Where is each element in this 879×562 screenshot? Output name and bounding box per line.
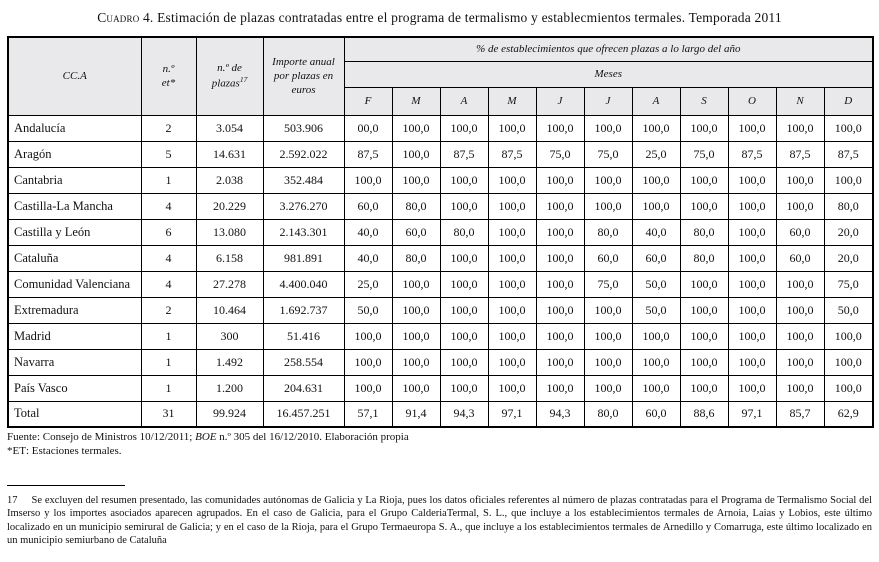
- row-value-cell: 87,5: [824, 141, 873, 167]
- row-value-cell: 80,0: [440, 219, 488, 245]
- row-value-cell: 75,0: [584, 271, 632, 297]
- row-value-cell: 100,0: [344, 375, 392, 401]
- row-value-cell: 100,0: [536, 349, 584, 375]
- row-value-cell: 100,0: [776, 323, 824, 349]
- row-value-cell: 100,0: [728, 219, 776, 245]
- row-value-cell: 100,0: [824, 115, 873, 141]
- row-value-cell: 100,0: [680, 167, 728, 193]
- table-body: [8, 115, 873, 427]
- col-header-n-plazas-line1: n.º de: [217, 62, 242, 75]
- footnote-separator-rule: [7, 485, 125, 486]
- row-value-cell: 100,0: [584, 349, 632, 375]
- row-value-cell: 100,0: [680, 115, 728, 141]
- col-header-n-et-line2: et*: [161, 77, 176, 90]
- row-value-cell: 100,0: [728, 349, 776, 375]
- col-header-n-plazas-line2: plazas: [211, 78, 240, 91]
- row-value-cell: 75,0: [536, 141, 584, 167]
- row-value-cell: 60,0: [776, 219, 824, 245]
- row-value-cell: 51.416: [263, 323, 344, 349]
- data-table: [7, 36, 874, 428]
- col-header-n-plazas: [196, 37, 263, 115]
- col-header-n-et-line1: n.º: [162, 62, 175, 75]
- row-value-cell: 100,0: [728, 245, 776, 271]
- row-value-cell: 80,0: [680, 219, 728, 245]
- row-value-cell: 100,0: [392, 271, 440, 297]
- row-value-cell: 100,0: [776, 193, 824, 219]
- row-value-cell: 80,0: [824, 193, 873, 219]
- col-header-month: A: [440, 87, 488, 115]
- row-value-cell: 100,0: [680, 349, 728, 375]
- row-value-cell: 100,0: [824, 323, 873, 349]
- row-value-cell: 100,0: [440, 323, 488, 349]
- row-value-cell: 100,0: [392, 141, 440, 167]
- row-cca-cell: Cantabria: [8, 167, 141, 193]
- source-block: [7, 431, 872, 459]
- page-title: [7, 10, 872, 26]
- row-value-cell: 100,0: [488, 115, 536, 141]
- row-value-cell: 80,0: [392, 193, 440, 219]
- row-value-cell: 60,0: [344, 193, 392, 219]
- row-value-cell: 100,0: [440, 297, 488, 323]
- row-value-cell: 50,0: [824, 297, 873, 323]
- table-row: [8, 245, 873, 271]
- table-row: [8, 141, 873, 167]
- table-row-total: [8, 401, 873, 427]
- table-row: [8, 297, 873, 323]
- row-value-cell: 100,0: [680, 271, 728, 297]
- row-value-cell: 100,0: [488, 167, 536, 193]
- row-value-cell: 100,0: [344, 167, 392, 193]
- col-header-month: D: [824, 87, 873, 115]
- row-value-cell: 100,0: [488, 245, 536, 271]
- row-value-cell: 20,0: [824, 245, 873, 271]
- row-value-cell: 100,0: [392, 297, 440, 323]
- et-footnote-star: *: [7, 444, 13, 457]
- row-value-cell: 100,0: [536, 271, 584, 297]
- row-value-cell: 1: [141, 349, 196, 375]
- row-value-cell: 1.200: [196, 375, 263, 401]
- col-header-month: A: [632, 87, 680, 115]
- row-value-cell: 88,6: [680, 401, 728, 427]
- row-value-cell: 25,0: [632, 141, 680, 167]
- row-cca-cell: Cataluña: [8, 245, 141, 271]
- row-value-cell: 100,0: [536, 297, 584, 323]
- row-value-cell: 14.631: [196, 141, 263, 167]
- row-value-cell: 100,0: [584, 167, 632, 193]
- row-value-cell: 13.080: [196, 219, 263, 245]
- row-value-cell: 1: [141, 375, 196, 401]
- table-caption-text: Estimación de plazas contratadas entre el programa de termalismo y establecmientos termales. Temporada 2011: [153, 10, 782, 25]
- row-value-cell: 60,0: [584, 245, 632, 271]
- row-value-cell: 60,0: [392, 219, 440, 245]
- row-value-cell: 100,0: [680, 323, 728, 349]
- row-value-cell: 75,0: [824, 271, 873, 297]
- row-value-cell: 60,0: [632, 401, 680, 427]
- table-row: [8, 271, 873, 297]
- row-value-cell: 27.278: [196, 271, 263, 297]
- row-value-cell: 100,0: [584, 375, 632, 401]
- row-value-cell: 62,9: [824, 401, 873, 427]
- row-value-cell: 100,0: [344, 349, 392, 375]
- row-value-cell: 100,0: [440, 349, 488, 375]
- col-header-pct: % de establecimientos que ofrecen plazas a lo largo del año: [344, 37, 873, 61]
- row-value-cell: 97,1: [728, 401, 776, 427]
- row-value-cell: 100,0: [440, 167, 488, 193]
- row-value-cell: 981.891: [263, 245, 344, 271]
- row-value-cell: 4: [141, 271, 196, 297]
- row-value-cell: 80,0: [584, 219, 632, 245]
- row-cca-cell: Madrid: [8, 323, 141, 349]
- col-header-cca: CC.A: [8, 37, 141, 115]
- row-value-cell: 100,0: [824, 167, 873, 193]
- row-value-cell: 40,0: [344, 219, 392, 245]
- row-value-cell: 100,0: [488, 297, 536, 323]
- table-row: [8, 323, 873, 349]
- col-header-n-et: [141, 37, 196, 115]
- source-note-pre: Fuente: Consejo de Ministros 10/12/2011;: [7, 431, 196, 443]
- row-value-cell: 100,0: [536, 323, 584, 349]
- footnote-17-text: [7, 494, 872, 548]
- row-value-cell: 503.906: [263, 115, 344, 141]
- row-cca-cell: Extremadura: [8, 297, 141, 323]
- col-header-month: F: [344, 87, 392, 115]
- row-value-cell: 100,0: [440, 375, 488, 401]
- row-value-cell: 91,4: [392, 401, 440, 427]
- row-value-cell: 75,0: [584, 141, 632, 167]
- row-value-cell: 100,0: [776, 167, 824, 193]
- row-value-cell: 57,1: [344, 401, 392, 427]
- row-value-cell: 40,0: [632, 219, 680, 245]
- row-value-cell: 94,3: [440, 401, 488, 427]
- row-value-cell: 1: [141, 323, 196, 349]
- row-value-cell: 100,0: [536, 219, 584, 245]
- row-value-cell: 31: [141, 401, 196, 427]
- row-value-cell: 100,0: [728, 167, 776, 193]
- row-value-cell: 2: [141, 297, 196, 323]
- row-value-cell: 100,0: [440, 271, 488, 297]
- table-row: [8, 193, 873, 219]
- footnote-number: 17: [7, 494, 18, 506]
- row-value-cell: 100,0: [584, 323, 632, 349]
- row-value-cell: 75,0: [680, 141, 728, 167]
- row-value-cell: 100,0: [728, 323, 776, 349]
- row-value-cell: 94,3: [536, 401, 584, 427]
- row-value-cell: 100,0: [488, 323, 536, 349]
- row-value-cell: 100,0: [344, 323, 392, 349]
- row-value-cell: 2.143.301: [263, 219, 344, 245]
- row-value-cell: 50,0: [632, 271, 680, 297]
- row-value-cell: 100,0: [776, 297, 824, 323]
- col-header-month: J: [584, 87, 632, 115]
- row-value-cell: 80,0: [680, 245, 728, 271]
- row-value-cell: 204.631: [263, 375, 344, 401]
- row-value-cell: 100,0: [824, 349, 873, 375]
- row-value-cell: 50,0: [344, 297, 392, 323]
- row-value-cell: 60,0: [776, 245, 824, 271]
- row-value-cell: 87,5: [344, 141, 392, 167]
- row-value-cell: 100,0: [824, 375, 873, 401]
- et-footnote: [7, 445, 872, 459]
- row-value-cell: 20,0: [824, 219, 873, 245]
- row-cca-cell: Total: [8, 401, 141, 427]
- row-value-cell: 99.924: [196, 401, 263, 427]
- row-value-cell: 100,0: [632, 115, 680, 141]
- table-header: [8, 37, 873, 115]
- row-value-cell: 100,0: [776, 271, 824, 297]
- row-value-cell: 80,0: [392, 245, 440, 271]
- row-value-cell: 4: [141, 193, 196, 219]
- row-value-cell: 300: [196, 323, 263, 349]
- row-value-cell: 5: [141, 141, 196, 167]
- row-value-cell: 100,0: [680, 297, 728, 323]
- row-value-cell: 100,0: [536, 245, 584, 271]
- col-header-month: M: [392, 87, 440, 115]
- row-value-cell: 100,0: [392, 115, 440, 141]
- row-value-cell: 100,0: [632, 193, 680, 219]
- row-value-cell: 100,0: [392, 349, 440, 375]
- row-value-cell: 100,0: [584, 193, 632, 219]
- row-value-cell: 100,0: [776, 115, 824, 141]
- row-value-cell: 100,0: [488, 219, 536, 245]
- row-value-cell: 40,0: [344, 245, 392, 271]
- row-cca-cell: Comunidad Valenciana: [8, 271, 141, 297]
- row-value-cell: 100,0: [632, 167, 680, 193]
- et-footnote-rest: : Estaciones termales.: [25, 444, 122, 457]
- row-value-cell: 100,0: [536, 115, 584, 141]
- row-value-cell: 50,0: [632, 297, 680, 323]
- row-value-cell: 97,1: [488, 401, 536, 427]
- row-value-cell: 100,0: [440, 115, 488, 141]
- row-value-cell: 100,0: [584, 297, 632, 323]
- row-value-cell: 100,0: [392, 167, 440, 193]
- row-value-cell: 100,0: [776, 349, 824, 375]
- source-note: [7, 431, 872, 445]
- footnote-body: Se excluyen del resumen presentado, las comunidades autónomas de Galicia y La Rioja, pues los datos oficiales referentes al número de plazas contratadas para el Programa de Termalismo Social del Imserso y los importes asociados aparecen agrupados. En el caso de Galicia, para el Grupo CalderiaTermal, S. L., que incluye a los establecimientos termales de Arnoia, Laias y Lobios, este último localizado en un municipio semirural de Galicia; y en el caso de la Rioja, para el Grupo Termaeuropa S. A., que incluye a los establecimientos termales de Arnedillo y Comarruga, este último localizado en un municipio semiurbano de Cataluña: [7, 494, 872, 546]
- row-value-cell: 100,0: [728, 271, 776, 297]
- row-value-cell: 100,0: [488, 375, 536, 401]
- table-row: [8, 375, 873, 401]
- footnote-ref-17: 17: [239, 75, 248, 85]
- row-value-cell: 87,5: [440, 141, 488, 167]
- table-row: [8, 349, 873, 375]
- row-value-cell: 87,5: [488, 141, 536, 167]
- row-value-cell: 100,0: [440, 193, 488, 219]
- row-value-cell: 00,0: [344, 115, 392, 141]
- row-value-cell: 100,0: [584, 115, 632, 141]
- row-cca-cell: Aragón: [8, 141, 141, 167]
- et-footnote-caps: ET: [12, 444, 26, 457]
- row-value-cell: 87,5: [728, 141, 776, 167]
- row-value-cell: 4: [141, 245, 196, 271]
- row-value-cell: 100,0: [728, 297, 776, 323]
- row-value-cell: 100,0: [536, 167, 584, 193]
- row-value-cell: 2.592.022: [263, 141, 344, 167]
- col-header-importe: Importe anual por plazas en euros: [263, 37, 344, 115]
- row-cca-cell: Castilla-La Mancha: [8, 193, 141, 219]
- row-value-cell: 100,0: [632, 349, 680, 375]
- col-header-month: N: [776, 87, 824, 115]
- source-note-boe: BOE: [195, 431, 217, 443]
- row-value-cell: 100,0: [392, 375, 440, 401]
- row-value-cell: 100,0: [488, 193, 536, 219]
- row-value-cell: 100,0: [392, 323, 440, 349]
- row-value-cell: 100,0: [488, 349, 536, 375]
- row-value-cell: 60,0: [632, 245, 680, 271]
- row-value-cell: 100,0: [536, 193, 584, 219]
- row-value-cell: 80,0: [584, 401, 632, 427]
- row-value-cell: 100,0: [488, 271, 536, 297]
- header-row-top: [8, 37, 873, 61]
- row-value-cell: 1: [141, 167, 196, 193]
- row-value-cell: 100,0: [680, 193, 728, 219]
- row-value-cell: 1.692.737: [263, 297, 344, 323]
- row-value-cell: 2: [141, 115, 196, 141]
- row-cca-cell: País Vasco: [8, 375, 141, 401]
- row-value-cell: 3.054: [196, 115, 263, 141]
- col-header-meses: Meses: [344, 61, 873, 87]
- row-value-cell: 100,0: [728, 375, 776, 401]
- table-caption-label: Cuadro 4.: [97, 10, 154, 25]
- row-value-cell: 16.457.251: [263, 401, 344, 427]
- col-header-month: O: [728, 87, 776, 115]
- row-value-cell: 1.492: [196, 349, 263, 375]
- table-row: [8, 167, 873, 193]
- row-value-cell: 100,0: [536, 375, 584, 401]
- row-value-cell: 258.554: [263, 349, 344, 375]
- row-value-cell: 10.464: [196, 297, 263, 323]
- row-value-cell: 100,0: [440, 245, 488, 271]
- row-cca-cell: Navarra: [8, 349, 141, 375]
- col-header-month: S: [680, 87, 728, 115]
- row-value-cell: 2.038: [196, 167, 263, 193]
- table-row: [8, 219, 873, 245]
- row-value-cell: 25,0: [344, 271, 392, 297]
- table-row: [8, 115, 873, 141]
- row-cca-cell: Andalucía: [8, 115, 141, 141]
- row-value-cell: 100,0: [728, 115, 776, 141]
- row-value-cell: 3.276.270: [263, 193, 344, 219]
- row-value-cell: 352.484: [263, 167, 344, 193]
- row-value-cell: 20.229: [196, 193, 263, 219]
- row-value-cell: 100,0: [680, 375, 728, 401]
- source-note-post: n.º 305 del 16/12/2010. Elaboración propia: [216, 431, 409, 443]
- row-value-cell: 85,7: [776, 401, 824, 427]
- row-value-cell: 100,0: [728, 193, 776, 219]
- row-value-cell: 87,5: [776, 141, 824, 167]
- row-cca-cell: Castilla y León: [8, 219, 141, 245]
- row-value-cell: 4.400.040: [263, 271, 344, 297]
- col-header-month: M: [488, 87, 536, 115]
- row-value-cell: 6: [141, 219, 196, 245]
- row-value-cell: 6.158: [196, 245, 263, 271]
- row-value-cell: 100,0: [632, 375, 680, 401]
- row-value-cell: 100,0: [632, 323, 680, 349]
- row-value-cell: 100,0: [776, 375, 824, 401]
- col-header-month: J: [536, 87, 584, 115]
